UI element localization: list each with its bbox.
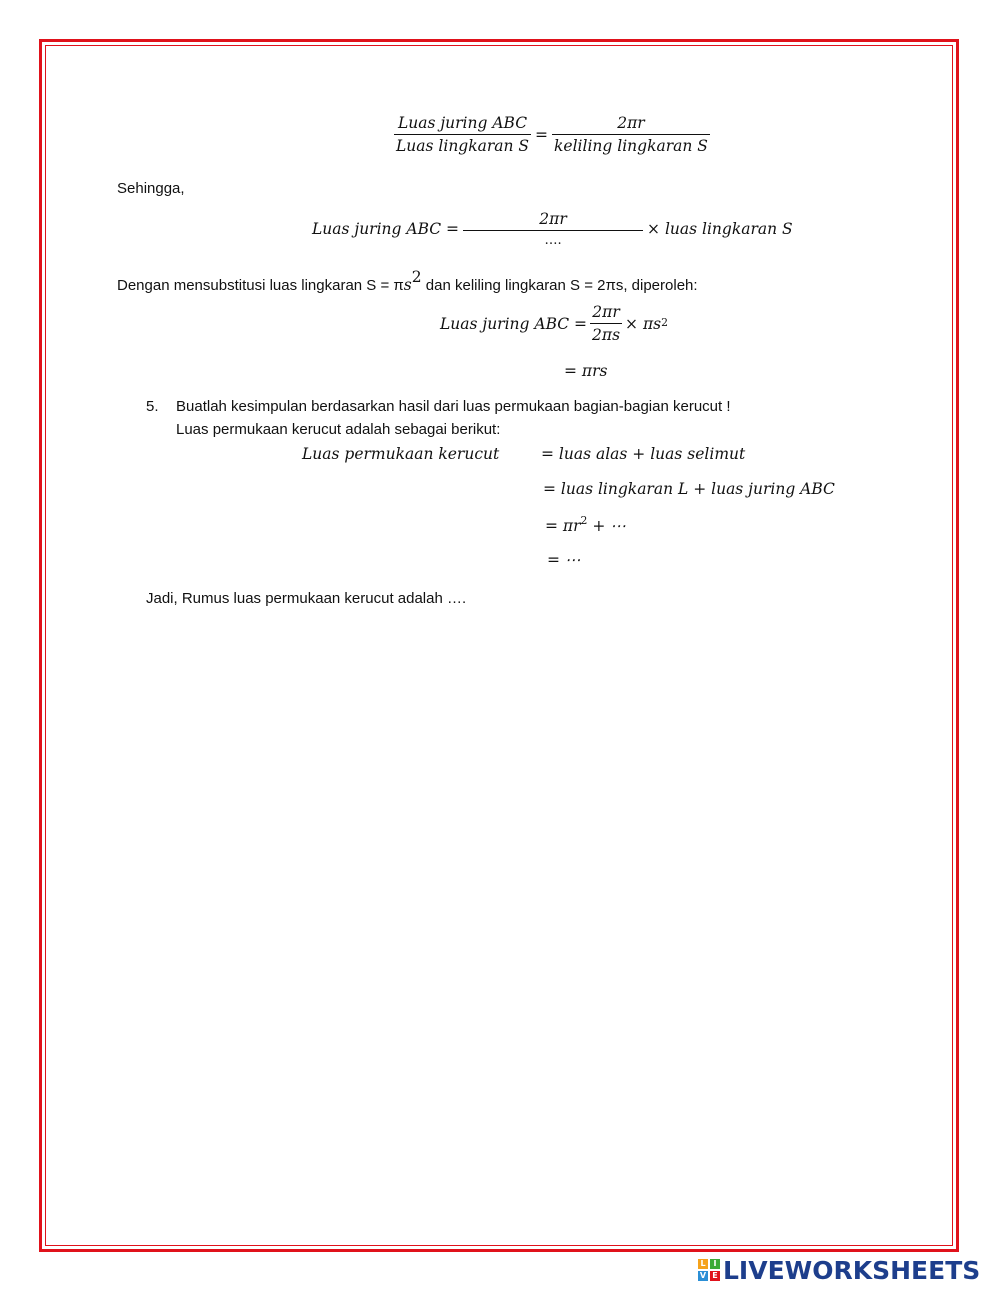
surface-area-step-3-exponent: 2 [580,513,588,527]
logo-icon-letter-i: I [710,1259,720,1269]
logo-icon-letter-v: V [699,1271,707,1280]
surface-area-step-4[interactable]: = ⋯ [547,551,581,569]
formula-juring-blank-rhs: × luas lingkaran S [647,220,793,238]
formula-ratio-left [394,114,531,155]
formula-juring-result-den: 2πs [590,323,622,344]
formula-ratio-equals: = [535,125,549,144]
question-text: Buatlah kesimpulan berdasarkan hasil dari luas permukaan bagian-bagian kerucut ! [176,398,731,415]
substitution-s-var: s [403,276,412,294]
liveworksheets-logo-icon [698,1259,720,1281]
surface-area-lhs: Luas permukaan kerucut [302,445,500,463]
substitution-exponent: 2 [411,268,422,287]
formula-ratio-left-den: Luas lingkaran S [394,134,531,155]
question-subtext: Luas permukaan kerucut adalah sebagai berikut: [176,421,501,438]
surface-area-step-2: = luas lingkaran L + luas juring ABC [543,480,835,498]
surface-area-step-3[interactable] [545,515,626,535]
formula-juring-result [440,303,668,344]
substitution-after: dan keliling lingkaran S = 2πs, diperoleh: [421,277,698,294]
formula-ratio-right [552,114,710,155]
sehingga-text: Sehingga, [117,180,185,197]
surface-area-step-1: = luas alas + luas selimut [541,445,746,463]
formula-juring-result-fraction [590,303,622,344]
formula-juring-simplified: = πrs [564,362,608,380]
logo-icon-letter-e: E [710,1271,720,1281]
formula-juring-result-times: × π [625,314,654,333]
formula-ratio-left-num: Luas juring ABC [397,114,528,132]
formula-juring-result-num: 2πr [592,303,620,321]
liveworksheets-logo-text: LIVEWORKSHEETS [723,1255,981,1285]
substitution-text [117,270,698,294]
conclusion-text: Jadi, Rumus luas permukaan kerucut adalah …. [146,590,467,607]
formula-juring-result-exponent: 2 [661,315,669,329]
formula-juring-result-s-var: s [653,314,662,333]
formula-juring-blank-lhs: Luas juring ABC = [312,220,460,238]
substitution-before: Dengan mensubstitusi luas lingkaran S = π [117,277,404,294]
surface-area-step-3-post: + ⋯ [587,517,626,536]
formula-juring-blank [312,210,793,248]
question-number: 5. [146,398,159,415]
formula-juring-blank-num: 2πr [539,210,567,228]
formula-juring-result-lhs: Luas juring ABC = [440,314,588,333]
formula-ratio [394,114,710,155]
surface-area-step-3-pre: = πr [545,517,581,536]
liveworksheets-logo [698,1255,980,1285]
formula-juring-blank-den[interactable]: …. [463,230,643,248]
formula-juring-blank-fraction [463,210,643,248]
formula-ratio-right-num: 2πr [617,114,645,132]
formula-ratio-right-den: keliling lingkaran S [552,134,710,155]
logo-icon-letter-l: L [698,1259,708,1269]
